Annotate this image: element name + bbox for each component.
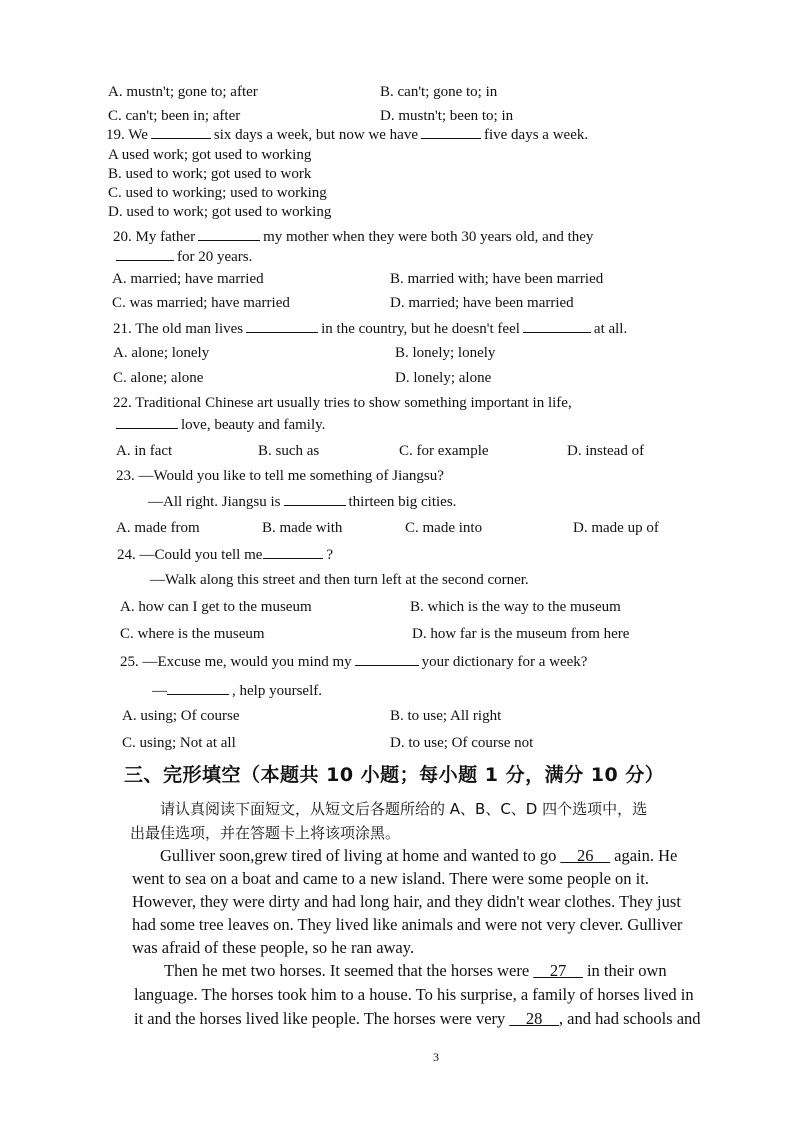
q24-option-d: D. how far is the museum from here xyxy=(412,626,630,642)
q24-option-b: B. which is the way to the museum xyxy=(410,599,621,615)
question-number: 25. xyxy=(120,654,139,670)
stem-text: love, beauty and family. xyxy=(181,417,326,433)
passage-line: went to sea on a boat and came to a new island. There were some people on it. xyxy=(132,869,649,888)
q18-option-d: D. mustn't; been to; in xyxy=(380,108,514,124)
dialog-text: — xyxy=(152,683,167,699)
stem-text: We xyxy=(128,127,148,143)
answer-blank xyxy=(116,247,174,261)
q25-line2 xyxy=(152,681,322,700)
q20-option-a: A. married; have married xyxy=(112,271,264,287)
answer-blank xyxy=(198,227,260,241)
question-number: 24. xyxy=(117,547,136,563)
q23-option-b: B. made with xyxy=(262,520,343,536)
q24-option-c: C. where is the museum xyxy=(120,626,265,642)
dialog-text: ? xyxy=(326,547,334,563)
q25-option-a: A. using; Of course xyxy=(122,708,240,724)
q19-stem xyxy=(106,125,588,144)
q20-option-d: D. married; have been married xyxy=(390,295,574,311)
stem-text: The old man lives xyxy=(135,321,244,337)
passage-line: was afraid of these people, so he ran away. xyxy=(132,938,415,957)
dialog-text: —Would you like to tell me something of Jiangsu? xyxy=(138,468,444,484)
q23-option-a: A. made from xyxy=(116,520,200,536)
q24-option-a: A. how can I get to the museum xyxy=(120,599,312,615)
question-number: 21. xyxy=(113,321,132,337)
q21-option-d: D. lonely; alone xyxy=(395,370,492,386)
stem-text: five days a week. xyxy=(483,127,589,143)
dialog-text: —Excuse me, would you mind my xyxy=(142,654,352,670)
answer-blank xyxy=(116,415,178,429)
stem-text: my mother when they were both 30 years old, and they xyxy=(263,229,594,245)
q25-option-d: D. to use; Of course not xyxy=(390,735,534,751)
q21-option-a: A. alone; lonely xyxy=(113,345,210,361)
section-instructions-line2: 出最佳选项，并在答题卡上将该项涂黑。 xyxy=(130,824,401,842)
q22-option-c: C. for example xyxy=(399,443,489,459)
q22-stem-cont xyxy=(113,415,325,434)
passage-text: , and had schools and xyxy=(558,1009,701,1028)
stem-text: Traditional Chinese art usually tries to show something important in life, xyxy=(135,395,572,411)
q23-line2 xyxy=(148,492,456,511)
q25-line1 xyxy=(120,652,587,671)
q23-line1 xyxy=(116,467,444,485)
stem-text: for 20 years. xyxy=(177,249,253,265)
question-number: 20. xyxy=(113,229,132,245)
q19-option-b: B. used to work; got used to work xyxy=(108,166,312,182)
passage-line xyxy=(134,1009,701,1029)
section-instructions-line1: 请认真阅读下面短文，从短文后各题所给的 A、B、C、D 四个选项中，选 xyxy=(160,800,648,818)
q19-option-a: A used work; got used to working xyxy=(108,147,312,163)
q22-stem xyxy=(113,394,572,412)
dialog-text: —Could you tell me xyxy=(139,547,263,563)
page-number: 3 xyxy=(433,1050,439,1064)
question-number: 23. xyxy=(116,468,135,484)
q22-option-d: D. instead of xyxy=(567,443,645,459)
answer-blank xyxy=(355,652,419,666)
answer-blank xyxy=(246,319,318,333)
q23-option-c: C. made into xyxy=(405,520,483,536)
passage-line: language. The horses took him to a house. To his surprise, a family of horses lived in xyxy=(134,985,694,1004)
q21-option-b: B. lonely; lonely xyxy=(395,345,496,361)
passage-text: Then he met two horses. It seemed that the horses were xyxy=(164,961,530,980)
answer-blank xyxy=(167,681,229,695)
cloze-blank-27: __27__ xyxy=(533,961,583,980)
answer-blank xyxy=(263,545,323,559)
q20-option-b: B. married with; have been married xyxy=(390,271,604,287)
q19-option-d: D. used to work; got used to working xyxy=(108,204,332,220)
stem-text: My father xyxy=(135,229,196,245)
stem-text: in the country, but he doesn't feel xyxy=(321,321,520,337)
q24-line2: —Walk along this street and then turn left at the second corner. xyxy=(150,572,529,588)
question-number: 19. xyxy=(106,127,125,143)
q20-stem-cont xyxy=(113,247,252,266)
passage-text: again. He xyxy=(614,846,678,865)
dialog-text: your dictionary for a week? xyxy=(421,654,588,670)
q18-option-c: C. can't; been in; after xyxy=(108,108,241,124)
q18-option-a: A. mustn't; gone to; after xyxy=(108,84,258,100)
q24-line1 xyxy=(117,545,333,564)
q22-option-a: A. in fact xyxy=(116,443,173,459)
passage-line: However, they were dirty and had long hair, and they didn't wear clothes. They just xyxy=(132,892,681,911)
stem-text: six days a week, but now we have xyxy=(213,127,418,143)
cloze-blank-28: __28__ xyxy=(509,1009,559,1028)
passage-text: Gulliver soon,grew tired of living at home and wanted to go xyxy=(160,846,557,865)
question-number: 22. xyxy=(113,395,132,411)
section-heading: 三、完形填空（本题共 10 小题；每小题 1 分，满分 10 分） xyxy=(124,764,665,786)
q20-option-c: C. was married; have married xyxy=(112,295,290,311)
q20-stem xyxy=(113,227,593,246)
q21-stem xyxy=(113,319,627,338)
dialog-text: thirteen big cities. xyxy=(348,494,457,510)
q23-option-d: D. made up of xyxy=(573,520,659,536)
answer-blank xyxy=(421,125,481,139)
q25-option-c: C. using; Not at all xyxy=(122,735,236,751)
q21-option-c: C. alone; alone xyxy=(113,370,204,386)
dialog-text: , help yourself. xyxy=(232,683,322,699)
passage-line xyxy=(160,846,677,866)
answer-blank xyxy=(284,492,346,506)
q22-option-b: B. such as xyxy=(258,443,320,459)
answer-blank xyxy=(151,125,211,139)
dialog-text: —All right. Jiangsu is xyxy=(148,494,281,510)
passage-line xyxy=(164,961,667,981)
q25-option-b: B. to use; All right xyxy=(390,708,502,724)
q18-option-b: B. can't; gone to; in xyxy=(380,84,498,100)
passage-line: had some tree leaves on. They lived like animals and were not very clever. Gulliver xyxy=(132,915,683,934)
passage-text: it and the horses lived like people. The horses were very xyxy=(134,1009,506,1028)
cloze-blank-26: __26__ xyxy=(560,846,610,865)
answer-blank xyxy=(523,319,591,333)
stem-text: at all. xyxy=(593,321,628,337)
passage-text: in their own xyxy=(586,961,667,980)
q19-option-c: C. used to working; used to working xyxy=(108,185,327,201)
